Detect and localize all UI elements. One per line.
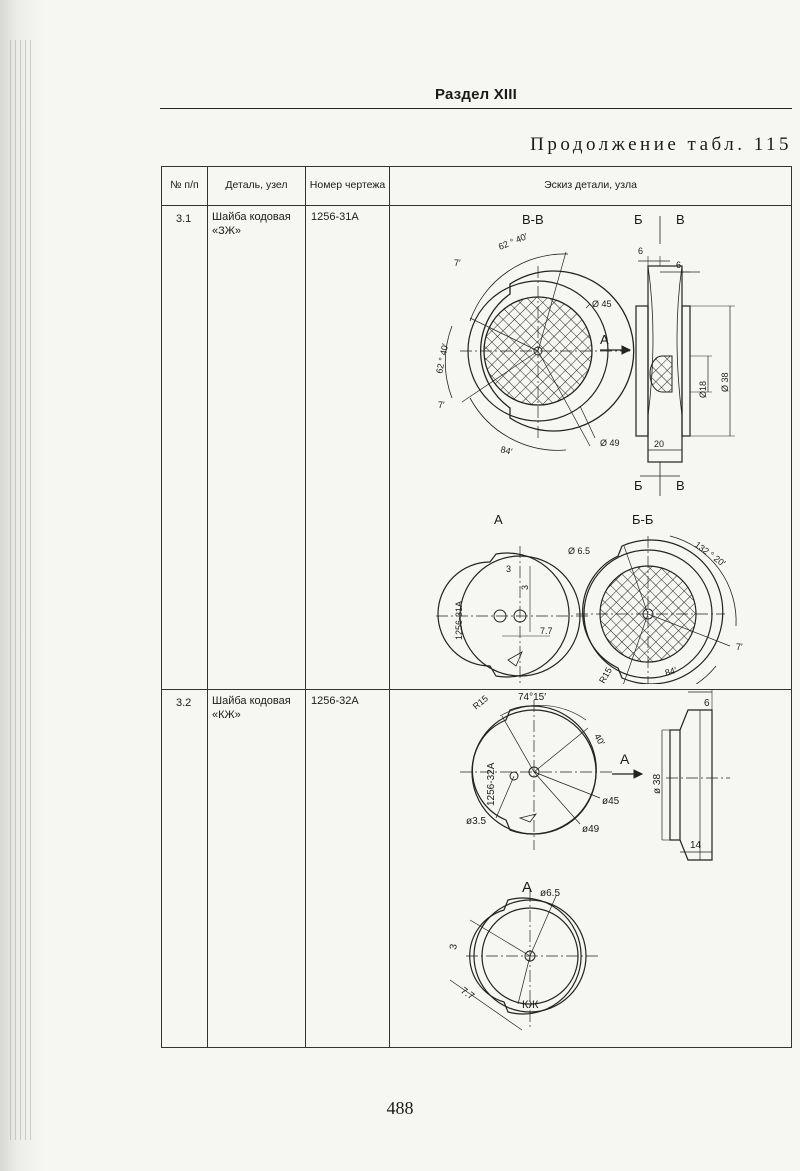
sketch-washer-zzh: [390, 206, 792, 684]
view-a-label: А: [522, 879, 533, 896]
column-header-drawing: Номер чертежа: [306, 167, 390, 206]
radius-15: R15: [470, 693, 490, 712]
view-b-label-top: Б: [634, 212, 643, 227]
view-v-label-top: В: [676, 212, 685, 227]
angle-7-top: 7′: [454, 258, 461, 268]
part-name: Шайба кодовая «КЖ»: [208, 690, 306, 1048]
dim-6: 6: [704, 698, 710, 709]
angle-84-section: 84′: [663, 665, 678, 678]
diameter-45: ø45: [602, 796, 620, 807]
page-number: 488: [386, 1098, 414, 1118]
angle-40: 40′: [592, 732, 607, 748]
part-name: Шайба кодовая «ЗЖ»: [208, 206, 306, 690]
dim-3-b: 3: [520, 584, 530, 590]
book-spine-shadow: [0, 0, 44, 1171]
column-header-number: № п/п: [162, 167, 208, 206]
view-arrow-a-label: А: [600, 332, 609, 347]
view-b-label-bottom: Б: [634, 478, 643, 493]
table-header-row: [162, 167, 792, 206]
column-header-part: Деталь, узел: [208, 167, 306, 206]
section-bb-label: Б-Б: [632, 512, 654, 527]
table-row: [162, 206, 792, 690]
angle-62-40-left: 62 ° 40′: [434, 342, 451, 375]
diameter-18: Ø18: [698, 380, 708, 398]
radius-15: R15: [597, 665, 614, 684]
sketch-cell-3-1: [390, 206, 792, 690]
parts-table: [161, 166, 792, 1048]
sketch-cell-3-2: [390, 690, 792, 1048]
view-v-label-bottom: В: [676, 478, 685, 493]
row-number: 3.2: [162, 690, 208, 1048]
diameter-6-5: ø6.5: [540, 888, 561, 899]
angle-84: 84′: [499, 444, 514, 457]
diameter-49: Ø 49: [600, 438, 620, 448]
view-vv-drawing: [445, 252, 633, 450]
drawing-number: 1256-31А: [306, 206, 390, 690]
code-label-kzh: КЖ: [522, 999, 539, 1011]
diameter-6-5: Ø 6.5: [568, 546, 591, 556]
dim-3: 3: [448, 943, 460, 951]
washer-kzh-side-view: [662, 690, 730, 860]
drawing-number: 1256-32А: [306, 690, 390, 1048]
angle-7-bottom: 7′: [438, 400, 445, 410]
part-marking-32a: 1256-32А: [486, 762, 497, 806]
diameter-45: Ø 45: [592, 299, 612, 309]
dim-14: 14: [690, 840, 702, 851]
angle-74-15: 74°15′: [518, 692, 547, 703]
dim-7-7: 7.7: [540, 626, 553, 636]
angle-132-20: 132 ° 20′: [692, 539, 728, 569]
angle-62-40-top: 62 ° 40′: [497, 231, 529, 252]
sketch-washer-kzh: [390, 690, 792, 1042]
dim-3-a: 3: [506, 564, 512, 574]
diameter-38: Ø 38: [720, 372, 730, 392]
spine-texture: [10, 40, 34, 1140]
column-header-sketch: Эскиз детали, узла: [390, 167, 792, 206]
table-row: [162, 690, 792, 1048]
dim-20: 20: [654, 439, 665, 449]
diameter-38: ø 38: [652, 773, 663, 794]
side-section-drawing: [636, 216, 735, 496]
view-a-label: А: [494, 512, 503, 527]
header-rule: [160, 108, 792, 109]
dim-6-a: 6: [638, 246, 644, 256]
section-title: Раздел XIII: [434, 86, 518, 103]
dim-6-b: 6: [676, 260, 682, 270]
diameter-3-5: ø3.5: [466, 816, 487, 827]
dim-7-7: 7.7: [458, 985, 476, 1003]
part-marking-31a: 1256-31А: [454, 600, 464, 640]
diameter-49: ø49: [582, 824, 600, 835]
row-number: 3.1: [162, 206, 208, 690]
table-continuation-caption: Продолжение табл. 115: [530, 134, 792, 155]
angle-7-section: 7′: [736, 642, 743, 652]
view-arrow-a-label: А: [620, 751, 630, 767]
view-vv-label: В-В: [522, 212, 544, 227]
